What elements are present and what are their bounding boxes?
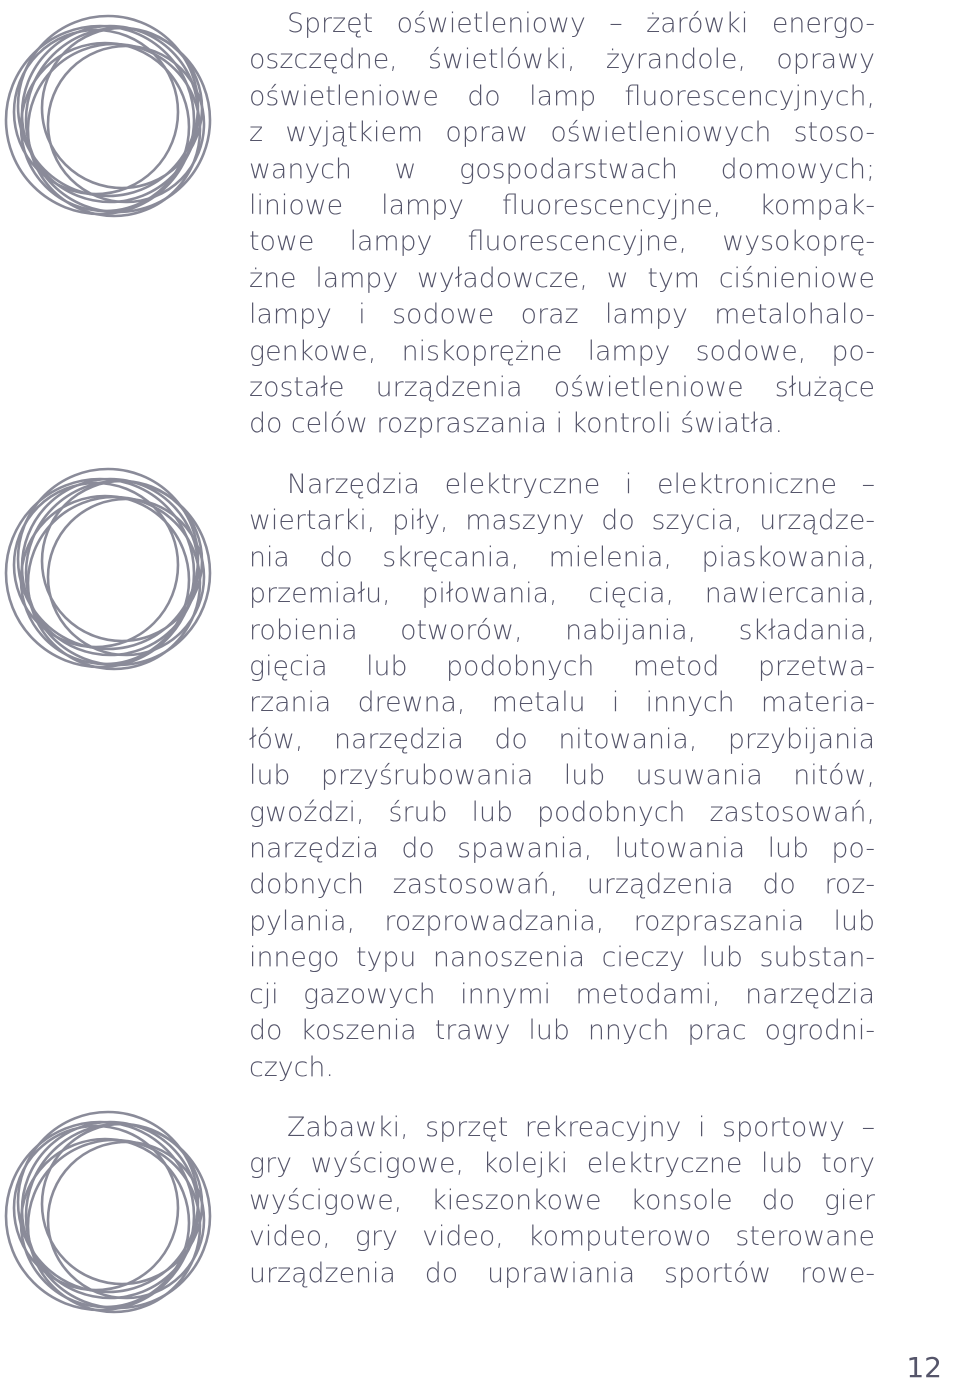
text-line: liniowe lampy fluorescencyjne, kompak-: [249, 190, 875, 222]
text-line: towe lampy fluorescencyjne, wysokoprę-: [249, 226, 875, 258]
text-line: Narzędzia elektryczne i elektroniczne –: [287, 469, 875, 500]
text-line: rzania drewna, metalu i innych materia-: [249, 687, 875, 719]
text-line: czych.: [249, 1051, 334, 1083]
text-line: wyścigowe, kieszonkowe konsole do gier: [249, 1184, 875, 1216]
text-line: przemiału, piłowania, cięcia, nawiercania,: [249, 578, 875, 610]
text-line: narzędzia do spawania, lutowania lub po-: [249, 833, 875, 865]
text-line: genkowe, niskoprężne lampy sodowe, po-: [249, 335, 875, 367]
circles-ornament: [0, 2, 230, 242]
circles-ornament: [0, 1098, 230, 1338]
text-line: oszczędne, świetlówki, żyrandole, oprawy: [249, 44, 875, 76]
text-line: do koszenia trawy lub nnych prac ogrodni-: [249, 1015, 875, 1047]
paragraph-toys-sports: [249, 1110, 875, 1292]
text-line: żne lampy wyładowcze, w tym ciśnieniowe: [249, 262, 875, 294]
text-line: urządzenia do uprawiania sportów rowe-: [249, 1257, 875, 1289]
text-line: do celów rozpraszania i kontroli światła.: [249, 408, 784, 440]
text-line: Zabawki, sprzęt rekreacyjny i sportowy –: [287, 1112, 875, 1143]
text-line: innego typu nanoszenia cieczy lub substan-: [249, 942, 875, 974]
paragraph-electric-tools: [249, 467, 875, 1086]
text-line: lub przyśrubowania lub usuwania nitów,: [249, 760, 875, 792]
text-line: pylania, rozprowadzania, rozpraszania lub: [249, 905, 875, 937]
page-number: 12: [906, 1351, 942, 1384]
circles-ornament: [0, 455, 230, 695]
text-line: robienia otworów, nabijania, składania,: [249, 614, 875, 646]
text-line: gięcia lub podobnych metod przetwa-: [249, 651, 875, 683]
paragraph-lighting-equipment: [249, 6, 875, 443]
text-line: Sprzęt oświetleniowy – żarówki energo-: [287, 8, 875, 39]
text-line: cji gazowych innymi metodami, narzędzia: [249, 978, 875, 1010]
text-line: video, gry video, komputerowo sterowane: [249, 1221, 875, 1253]
text-line: nia do skręcania, mielenia, piaskowania,: [249, 541, 875, 573]
text-line: zostałe urządzenia oświetleniowe służące: [249, 372, 875, 404]
text-line: dobnych zastosowań, urządzenia do roz-: [249, 869, 875, 901]
text-line: gry wyścigowe, kolejki elektryczne lub tory: [249, 1148, 875, 1180]
text-line: wanych w gospodarstwach domowych;: [249, 153, 875, 185]
text-line: lampy i sodowe oraz lampy metalohalo-: [249, 299, 875, 331]
text-line: łów, narzędzia do nitowania, przybijania: [249, 723, 875, 755]
text-line: gwoździ, śrub lub podobnych zastosowań,: [249, 796, 875, 828]
text-line: oświetleniowe do lamp fluorescencyjnych,: [249, 80, 875, 112]
text-line: wiertarki, piły, maszyny do szycia, urządze-: [249, 505, 875, 537]
text-line: z wyjątkiem opraw oświetleniowych stoso-: [249, 117, 875, 149]
